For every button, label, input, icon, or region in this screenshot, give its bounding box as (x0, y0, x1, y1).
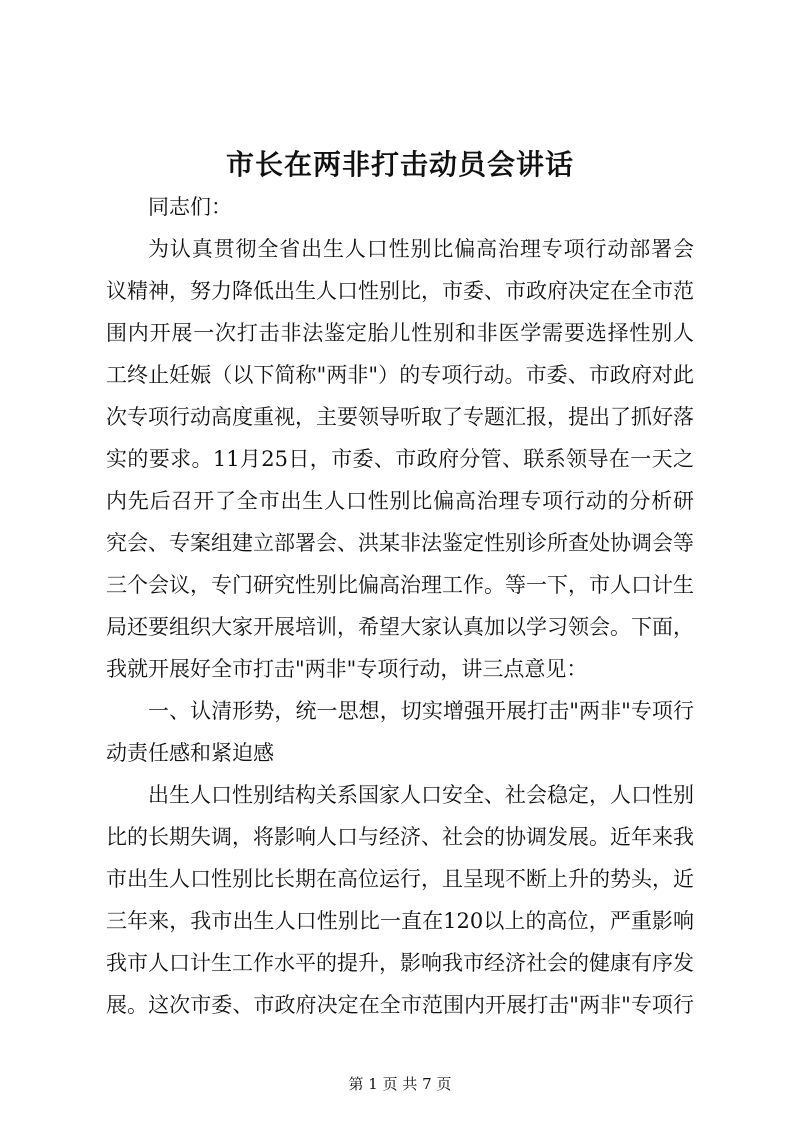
document-title: 市长在两非打击动员会讲话 (225, 148, 574, 181)
body-line: 议精神，努力降低出生人口性别比，市委、市政府决定在全市范 (106, 279, 694, 303)
body-line: 市出生人口性别比长期在高位运行，且呈现不断上升的势头，近 (106, 867, 694, 891)
body-line: 我市人口计生工作水平的提升，影响我市经济社会的健康有序发 (106, 951, 694, 975)
body-line: 比的长期失调，将影响人口与经济、社会的协调发展。近年来我 (106, 825, 694, 849)
body-line: 展。这次市委、市政府决定在全市范围内开展打击"两非"专项行 (106, 993, 694, 1017)
section-heading: 动责任感和紧迫感 (106, 741, 274, 765)
body-line: 实的要求。11月25日，市委、市政府分管、联系领导在一天之 (106, 447, 694, 471)
section-heading: 一、认清形势，统一思想，切实增强开展打击"两非"专项行 (148, 699, 694, 723)
body-line: 为认真贯彻全省出生人口性别比偏高治理专项行动部署会 (148, 237, 694, 261)
page-number: 第 1 页 共 7 页 (348, 1075, 452, 1093)
salutation: 同志们： (148, 195, 232, 219)
body-line: 三个会议，专门研究性别比偏高治理工作。等一下，市人口计生 (106, 573, 694, 597)
body-line: 工终止妊娠（以下简称"两非"）的专项行动。市委、市政府对此 (106, 363, 694, 387)
body-line: 出生人口性别结构关系国家人口安全、社会稳定，人口性别 (148, 783, 694, 807)
body-line: 我就开展好全市打击"两非"专项行动，讲三点意见： (106, 657, 588, 681)
body-line: 局还要组织大家开展培训，希望大家认真加以学习领会。下面， (106, 615, 694, 639)
body-line: 三年来，我市出生人口性别比一直在120以上的高位，严重影响 (106, 909, 694, 933)
body-line: 究会、专案组建立部署会、洪某非法鉴定性别诊所查处协调会等 (106, 531, 694, 555)
body-line: 次专项行动高度重视，主要领导听取了专题汇报，提出了抓好落 (106, 405, 694, 429)
body-line: 内先后召开了全市出生人口性别比偏高治理专项行动的分析研 (106, 489, 694, 513)
body-line: 围内开展一次打击非法鉴定胎儿性别和非医学需要选择性别人 (106, 321, 694, 345)
